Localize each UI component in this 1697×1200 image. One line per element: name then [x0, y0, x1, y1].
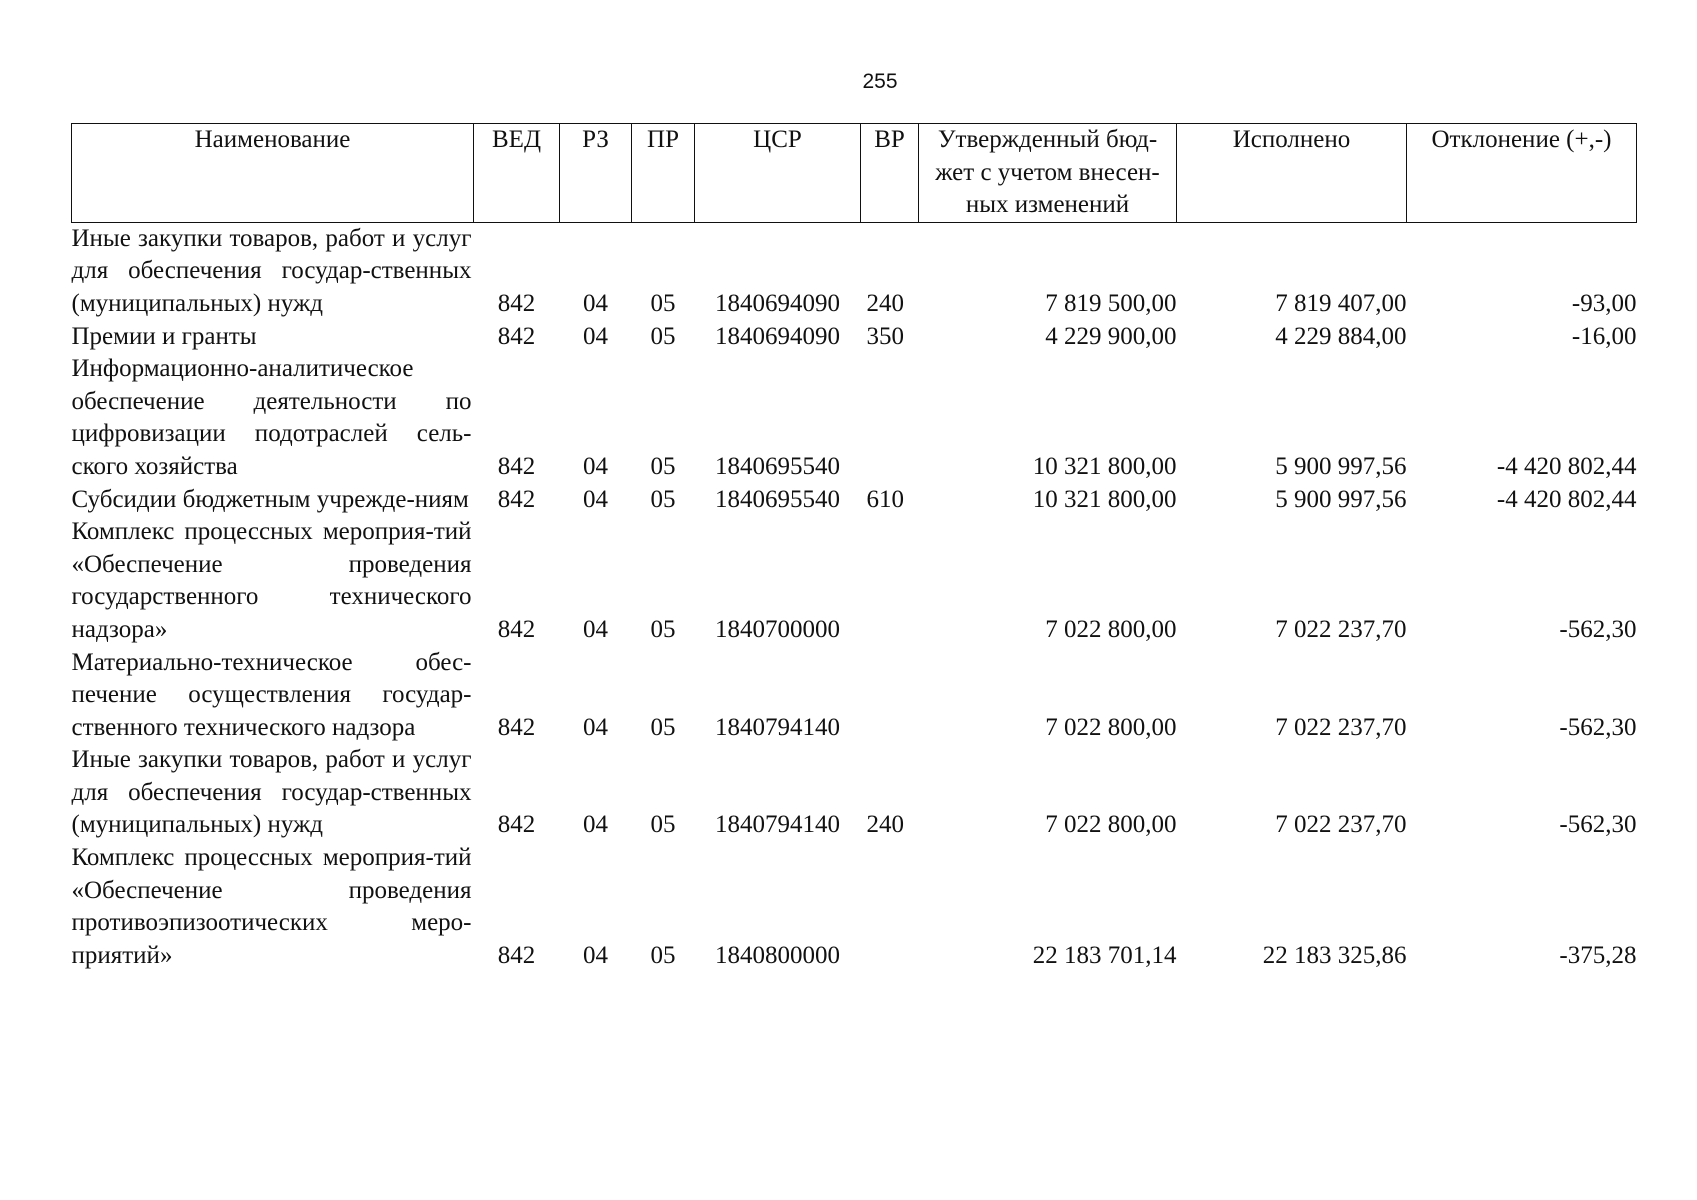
row-deviation: -16,00 [1571, 322, 1637, 350]
row-rz: 04 [583, 322, 608, 350]
row-approved: 7 022 800,00 [1045, 713, 1177, 741]
row-deviation: -4 420 802,44 [1496, 452, 1637, 480]
row-executed: 7 022 237,70 [1275, 811, 1407, 839]
row-vr [861, 516, 919, 646]
row-csr: 1840794140 [715, 713, 840, 741]
row-approved: 7 022 800,00 [1045, 615, 1177, 643]
row-ved: 842 [497, 485, 536, 513]
row-csr: 1840694090 [715, 322, 840, 350]
row-approved: 4 229 900,00 [1045, 322, 1177, 350]
header-csr: ЦСР [695, 124, 861, 223]
row-vr [861, 842, 919, 972]
row-approved: 10 321 800,00 [1032, 452, 1177, 480]
row-ved: 842 [497, 811, 536, 839]
row-name: Комплекс процессных мероприя-тий «Обеспечение проведения противоэпизоотических меро-приятий» [71, 844, 472, 969]
row-vr [861, 647, 919, 745]
row-csr: 1840700000 [715, 615, 840, 643]
row-pr: 05 [650, 289, 676, 317]
row-name: Материально-техническое обес-печение осуществления государ-ственного технического надзора [71, 648, 472, 741]
row-ved: 842 [497, 289, 536, 317]
row-vr: 350 [866, 322, 904, 350]
row-deviation: -562,30 [1559, 811, 1637, 839]
row-rz: 04 [583, 615, 608, 643]
header-executed: Исполнено [1177, 124, 1407, 223]
row-ved: 842 [497, 941, 536, 969]
row-pr: 05 [650, 615, 676, 643]
table-row [72, 647, 1637, 745]
row-rz: 04 [583, 713, 608, 741]
row-deviation: -4 420 802,44 [1496, 485, 1637, 513]
row-approved: 7 022 800,00 [1045, 811, 1177, 839]
page-number: 255 [862, 70, 898, 93]
header-row [72, 124, 1637, 223]
row-deviation: -562,30 [1559, 713, 1637, 741]
row-rz: 04 [583, 452, 608, 480]
header-vr: ВР [861, 124, 919, 223]
row-ved: 842 [497, 713, 536, 741]
row-deviation: -562,30 [1559, 615, 1637, 643]
table-row [72, 484, 1637, 517]
row-rz: 04 [583, 485, 608, 513]
row-pr: 05 [650, 452, 676, 480]
header-deviation: Отклонение (+,-) [1407, 124, 1637, 223]
table-header [72, 124, 1637, 223]
row-executed: 4 229 884,00 [1275, 322, 1407, 350]
row-name: Премии и гранты [71, 322, 257, 350]
row-csr: 1840800000 [715, 941, 840, 969]
row-executed: 7 022 237,70 [1275, 615, 1407, 643]
row-pr: 05 [650, 713, 676, 741]
header-ved: ВЕД [474, 124, 560, 223]
row-deviation: -375,28 [1559, 941, 1637, 969]
row-executed: 5 900 997,56 [1275, 452, 1407, 480]
row-ved: 842 [497, 615, 536, 643]
header-name: Наименование [72, 124, 474, 223]
row-executed: 22 183 325,86 [1262, 941, 1407, 969]
row-executed: 7 022 237,70 [1275, 713, 1407, 741]
row-pr: 05 [650, 941, 676, 969]
row-ved: 842 [497, 452, 536, 480]
header-rz: РЗ [560, 124, 632, 223]
row-vr: 240 [866, 811, 904, 839]
row-rz: 04 [583, 941, 608, 969]
row-rz: 04 [583, 289, 608, 317]
row-executed: 7 819 407,00 [1275, 289, 1407, 317]
row-name: Комплекс процессных мероприя-тий «Обеспечение проведения государственного технического надзора» [71, 518, 472, 643]
row-csr: 1840694090 [715, 289, 840, 317]
table-body [72, 222, 1637, 972]
table-row [72, 516, 1637, 646]
row-vr [861, 353, 919, 483]
row-vr: 610 [866, 485, 904, 513]
row-csr: 1840794140 [715, 811, 840, 839]
row-csr: 1840695540 [715, 452, 840, 480]
row-pr: 05 [650, 811, 676, 839]
row-name: Иные закупки товаров, работ и услуг для обеспечения государ-ственных (муниципальных) нужд [71, 224, 472, 317]
row-ved: 842 [497, 322, 536, 350]
table-row [72, 222, 1637, 320]
row-approved: 22 183 701,14 [1032, 941, 1177, 969]
header-approved-budget: Утвержденный бюд-жет с учетом внесен-ных изменений [919, 124, 1177, 223]
row-pr: 05 [650, 485, 676, 513]
row-executed: 5 900 997,56 [1275, 485, 1407, 513]
header-pr: ПР [632, 124, 695, 223]
table-row [72, 744, 1637, 842]
table-row [72, 321, 1637, 354]
row-rz: 04 [583, 811, 608, 839]
row-name: Информационно-аналитическое обеспечение деятельности по цифровизации подотраслей сель-ского хозяйства [71, 355, 472, 480]
row-vr: 240 [866, 289, 904, 317]
table-row [72, 353, 1637, 483]
row-approved: 7 819 500,00 [1045, 289, 1177, 317]
table-row [72, 842, 1637, 972]
row-name: Иные закупки товаров, работ и услуг для обеспечения государ-ственных (муниципальных) нужд [71, 746, 472, 839]
row-approved: 10 321 800,00 [1032, 485, 1177, 513]
row-name: Субсидии бюджетным учрежде-ниям [71, 485, 469, 513]
row-csr: 1840695540 [715, 485, 840, 513]
budget-execution-table [71, 123, 1637, 972]
row-deviation: -93,00 [1571, 289, 1637, 317]
row-pr: 05 [650, 322, 676, 350]
